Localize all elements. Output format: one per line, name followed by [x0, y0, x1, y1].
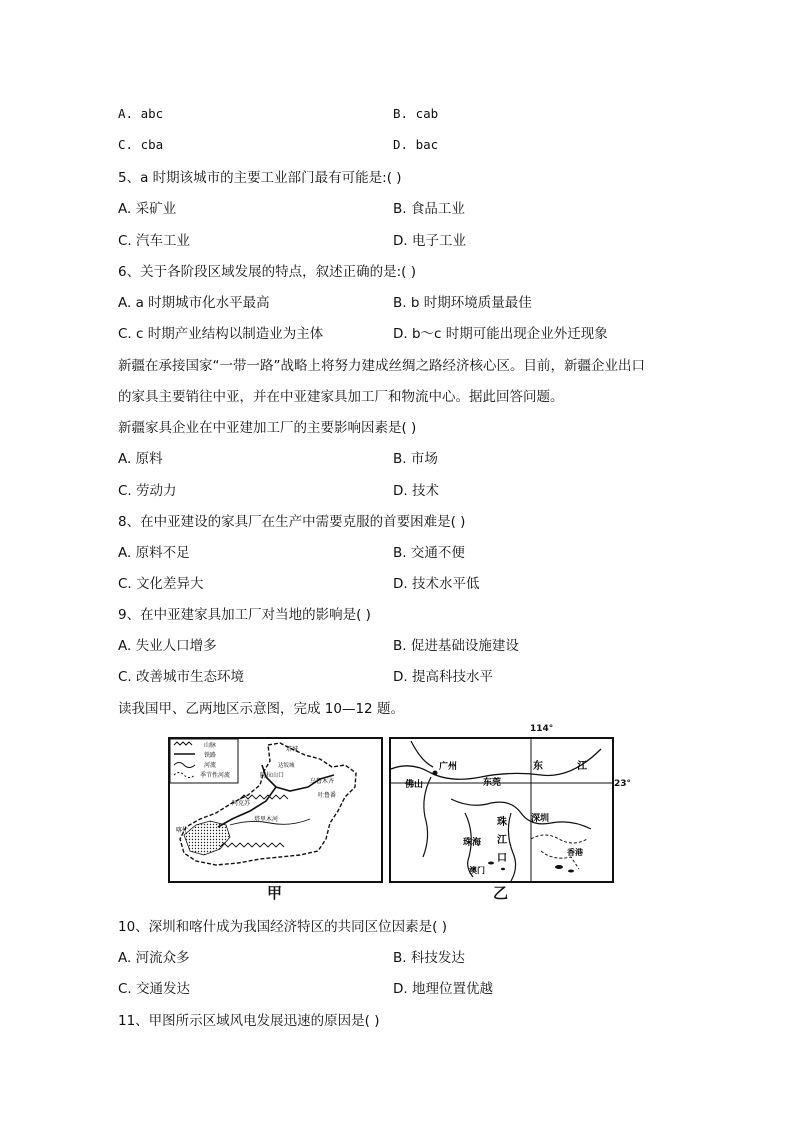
place-label: 塔里木河 — [254, 816, 279, 823]
q9-stem: 9、在中亚建家具加工厂对当地的影响是( ) — [118, 607, 371, 623]
q5-stem: 5、a 时期该城市的主要工业部门最有可能是:( ) — [118, 170, 402, 186]
q8-option-d: D. 技术水平低 — [393, 576, 480, 592]
island — [488, 862, 494, 865]
west-river — [423, 777, 431, 857]
latitude-label: 23° — [614, 779, 632, 789]
q6-stem: 6、关于各阶段区域发展的特点，叙述正确的是:( ) — [118, 264, 416, 280]
basin-area — [184, 821, 230, 855]
map-jia — [168, 737, 383, 883]
q7-option-d: D. 技术 — [393, 483, 439, 499]
place-label: 阿拉山口 — [260, 772, 285, 779]
guangzhou-dot — [433, 771, 438, 776]
map-intro: 读我国甲、乙两地区示意图，完成 10—12 题。 — [118, 701, 404, 717]
place-label: 东 — [533, 761, 543, 772]
q8-option-c: C. 文化差异大 — [118, 576, 204, 592]
q8-option-a: A. 原料不足 — [118, 545, 190, 561]
q9-option-d: D. 提高科技水平 — [393, 669, 493, 685]
map-yi — [389, 737, 614, 883]
q10-option-a: A. 河流众多 — [118, 950, 190, 966]
place-label: 东莞 — [483, 778, 502, 788]
place-label: 江 — [577, 761, 587, 772]
q4-option-c: C. cba — [118, 137, 164, 152]
q4-option-a: A. abc — [118, 106, 164, 121]
map-yi-drawing — [391, 739, 612, 881]
map-jia-caption: 甲 — [267, 884, 283, 902]
place-label: 深圳 — [531, 814, 550, 824]
q5-option-c: C. 汽车工业 — [118, 233, 191, 249]
q7-option-a: A. 原料 — [118, 451, 163, 467]
east-shore — [508, 813, 515, 881]
q10-option-b: B. 科技发达 — [393, 950, 465, 966]
q7-option-b: B. 市场 — [393, 451, 438, 467]
q10-option-c: C. 交通发达 — [118, 981, 191, 997]
q8-stem: 8、在中亚建设的家具厂在生产中需要克服的首要困难是( ) — [118, 514, 466, 530]
place-label: 乌鲁木齐 — [310, 778, 335, 785]
island — [568, 870, 574, 873]
q6-option-b: B. b 时期环境质量最佳 — [393, 295, 532, 311]
q5-option-a: A. 采矿业 — [118, 201, 177, 217]
q6-option-c: C. c 时期产业结构以制造业为主体 — [118, 326, 324, 342]
place-label: 珠海 — [463, 838, 482, 848]
border-dashed — [531, 835, 587, 843]
place-label: 喀什 — [176, 827, 189, 834]
legend-label-1: 山脉 — [204, 742, 217, 749]
place-label: 佛山 — [405, 780, 424, 790]
place-label: 阿克苏 — [232, 800, 251, 807]
legend-label-3: 河流 — [204, 762, 217, 769]
place-label: 口 — [497, 853, 507, 864]
passage-line-2: 的家具主要销往中亚，并在中亚建家具加工厂和物流中心。据此回答问题。 — [118, 389, 564, 405]
q6-option-d: D. b～c 时期可能出现企业外迁现象 — [393, 326, 608, 342]
q5-option-d: D. 电子工业 — [393, 233, 466, 249]
q8-option-b: B. 交通不便 — [393, 545, 465, 561]
legend-label-4: 季节性河流 — [200, 772, 231, 779]
place-label: 吐鲁番 — [318, 792, 337, 799]
island — [501, 868, 505, 870]
legend-label-2: 铁路 — [204, 752, 217, 759]
passage-line-1: 新疆在承接国家“一带一路”战略上将努力建成丝绸之路经济核心区。目前，新疆企业出口 — [118, 358, 645, 374]
place-label: 达坂城 — [278, 763, 295, 769]
q10-option-d: D. 地理位置优越 — [393, 981, 493, 997]
place-label: 塔城 — [286, 746, 299, 753]
q10-stem: 10、深圳和喀什成为我国经济特区的共同区位因素是( ) — [118, 919, 448, 935]
island — [555, 865, 563, 869]
q7-stem: 新疆家具企业在中亚建加工厂的主要影响因素是( ) — [118, 420, 417, 436]
kunlun-mountains — [220, 843, 284, 847]
longitude-label: 114° — [530, 724, 554, 734]
q11-stem: 11、甲图所示区域风电发展迅速的原因是( ) — [118, 1013, 380, 1029]
q4-option-d: D. bac — [393, 137, 439, 152]
place-label: 澳门 — [469, 866, 485, 875]
pearl-estuary-shore — [451, 799, 591, 829]
q9-option-b: B. 促进基础设施建设 — [393, 638, 519, 654]
place-label: 江 — [497, 835, 507, 846]
map-jia-drawing — [170, 739, 381, 881]
q4-option-b: B. cab — [393, 106, 439, 121]
map-yi-caption: 乙 — [493, 884, 509, 902]
place-label: 珠 — [497, 817, 507, 828]
q6-option-a: A. a 时期城市化水平最高 — [118, 295, 270, 311]
q9-option-c: C. 改善城市生态环境 — [118, 669, 245, 685]
east-river — [391, 749, 601, 779]
north-river — [411, 741, 433, 767]
place-label: 香港 — [567, 848, 583, 857]
q9-option-a: A. 失业人口增多 — [118, 638, 217, 654]
place-label: 广州 — [439, 762, 458, 772]
q7-option-c: C. 劳动力 — [118, 483, 177, 499]
q5-option-b: B. 食品工业 — [393, 201, 465, 217]
